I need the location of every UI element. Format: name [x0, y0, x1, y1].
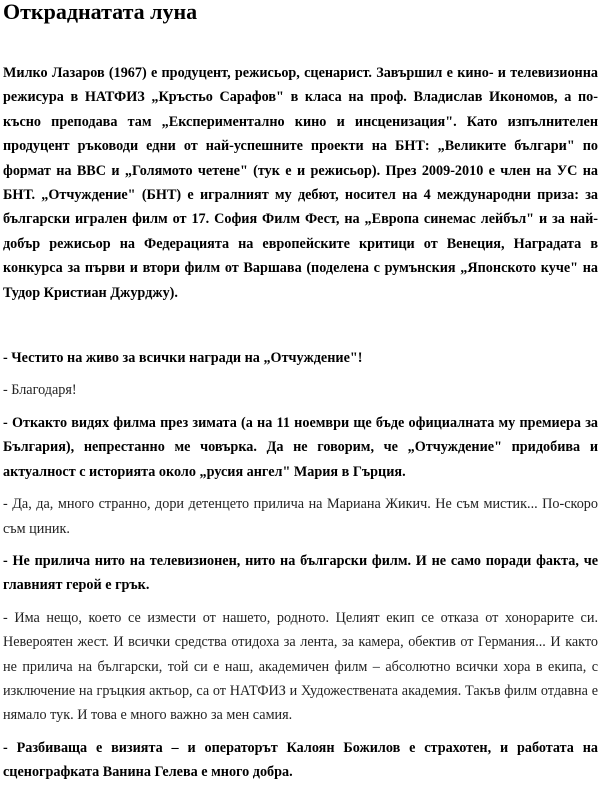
interview-answer: - Благодаря! [3, 382, 77, 399]
interview-answer: - Да, да, много странно, дори детенцето прилича на Мариана Жикич. Не съм мистик... По-скоро съм циник. [3, 496, 598, 537]
author-bio: Милко Лазаров (1967) е продуцент, режисьор, сценарист. Завършил е кино- и телевизионна режисура в НАТФИЗ „Кръстьо Сарафов" в класа на проф. Владислав Икономов, а по-късно преподава там „Експериментално кино и инсценизация". Като изпълнителен продуцент ръководи едни от най-успешните проекти на БНТ: „Великите българи" по формат на BBC и „Голямото четене" (тук е и режисьор). През 2009-2010 е член на УС на БНТ. „Отчуждение" (БНТ) е игралният му дебют, носител на 4 международни приза: за български игрален филм от 17. София Филм Фест, на „Европа синемас лейбъл" и за най-добър режисьор на Федерацията на европейските критици от Венеция, Наградата в конкурса за първи и втори филм от Варшава (поделена с румънския „Японското куче" на Тудор Кристиан Джурджу). [3, 65, 598, 301]
interview-question: - Откакто видях филма през зимата (а на 11 ноември ще бъде официалната му премиера за България), непрестанно ме човърка. Да не говорим, че „Отчуждение" придобива и актуалност с историята около „русия ангел" Мария в Гърция. [3, 414, 598, 480]
interview-answer: - Има нещо, което се измести от нашето, родното. Целият екип се отказа от хонорарите си. Невероятен жест. И всички средства отидоха за лента, за камера, обектив от Германия... И както не прилича на български, той си е наш, академичен филм – абсолютно всички хора в екипа, с изключение на гръцкия актьор, са от НАТФИЗ и Художествената академия. Такъв филм отдавна е нямало тук. И това е много важно за мен самия. [3, 609, 598, 724]
article-title: Откраднатата луна [3, 0, 198, 24]
interview-question: - Не прилича нито на телевизионен, нито на български филм. И не само поради факта, че главният герой е грък. [3, 552, 598, 594]
interview-question: - Разбиваща е визията – и операторът Калоян Божилов е страхотен, и работата на сценографката Ванина Гелева е много добра. [3, 739, 598, 781]
interview-question: - Честито на живо за всички награди на „Отчуждение"! [3, 350, 363, 367]
